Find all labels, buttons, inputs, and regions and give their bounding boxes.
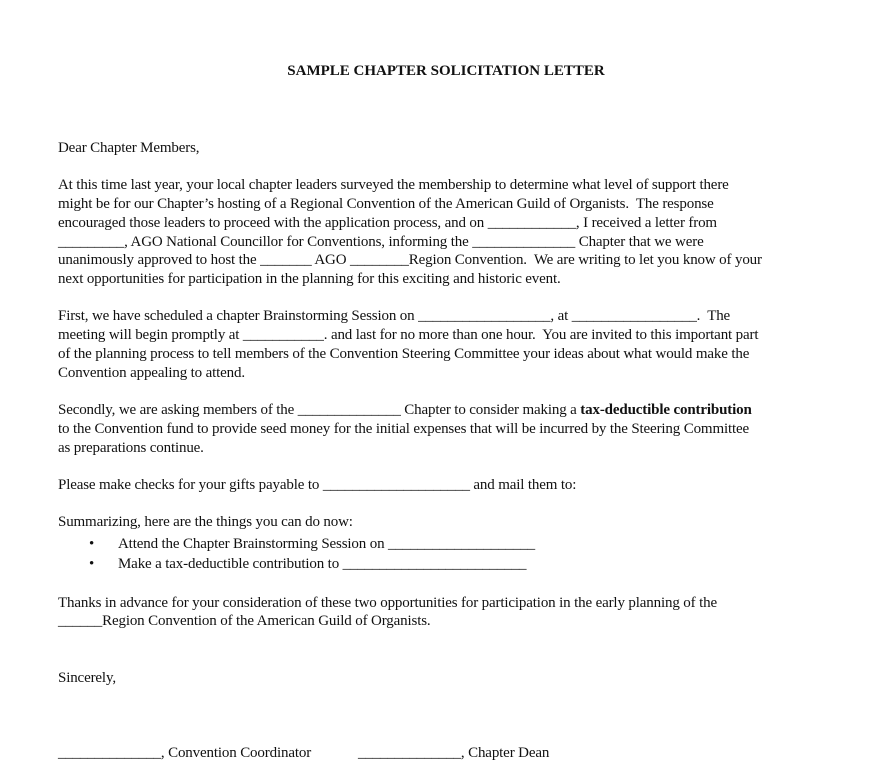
- paragraph-line: Convention appealing to attend.: [58, 365, 245, 381]
- signature-chapter-dean: ______________, Chapter Dean: [358, 745, 550, 761]
- checks-payable-line: Please make checks for your gifts payable to ____________________ and mail them to:: [58, 477, 577, 493]
- paragraph-line: of the planning process to tell members of the Convention Steering Committee your ideas about what would make the: [58, 346, 750, 362]
- paragraph-line: At this time last year, your local chapter leaders surveyed the membership to determine what level of support there: [58, 177, 729, 193]
- paragraph-line: Thanks in advance for your consideration of these two opportunities for participation in the early planning of the: [58, 595, 717, 611]
- paragraph-line: might be for our Chapter’s hosting of a Regional Convention of the American Guild of Organists. The response: [58, 196, 714, 212]
- salutation: Dear Chapter Members,: [58, 140, 200, 156]
- signature-convention-coordinator: ______________, Convention Coordinator: [58, 745, 312, 761]
- closing: Sincerely,: [58, 670, 116, 686]
- bullet-icon: •: [89, 556, 95, 572]
- bullet-icon: •: [89, 536, 95, 552]
- emphasis-tax-deductible: tax-deductible contribution: [580, 402, 752, 418]
- paragraph-line: as preparations continue.: [58, 440, 204, 456]
- paragraph-text: Secondly, we are asking members of the ______________ Chapter to consider making a: [58, 402, 581, 418]
- paragraph-line: unanimously approved to host the _______ AGO ________Region Convention. We are writing to let you know of your: [58, 252, 762, 268]
- paragraph-line: to the Convention fund to provide seed money for the initial expenses that will be incurred by the Steering Committee: [58, 421, 750, 437]
- list-item-text: Attend the Chapter Brainstorming Session on ____________________: [118, 536, 536, 552]
- letter-title: SAMPLE CHAPTER SOLICITATION LETTER: [287, 63, 605, 79]
- paragraph-line: [58, 401, 752, 420]
- paragraph-line: encouraged those leaders to proceed with the application process, and on ____________, I received a letter from: [58, 215, 717, 231]
- paragraph-line: First, we have scheduled a chapter Brainstorming Session on __________________, at _________________. The: [58, 308, 731, 324]
- paragraph-line: _________, AGO National Councillor for Conventions, informing the ______________ Chapter that we were: [58, 234, 704, 250]
- paragraph-line: meeting will begin promptly at ___________. and last for no more than one hour. You are invited to this important part: [58, 327, 759, 343]
- summary-intro: Summarizing, here are the things you can do now:: [58, 514, 353, 530]
- paragraph-line: ______Region Convention of the American Guild of Organists.: [58, 613, 431, 629]
- paragraph-line: next opportunities for participation in the planning for this exciting and historic event.: [58, 271, 561, 287]
- list-item-text: Make a tax-deductible contribution to _________________________: [118, 556, 527, 572]
